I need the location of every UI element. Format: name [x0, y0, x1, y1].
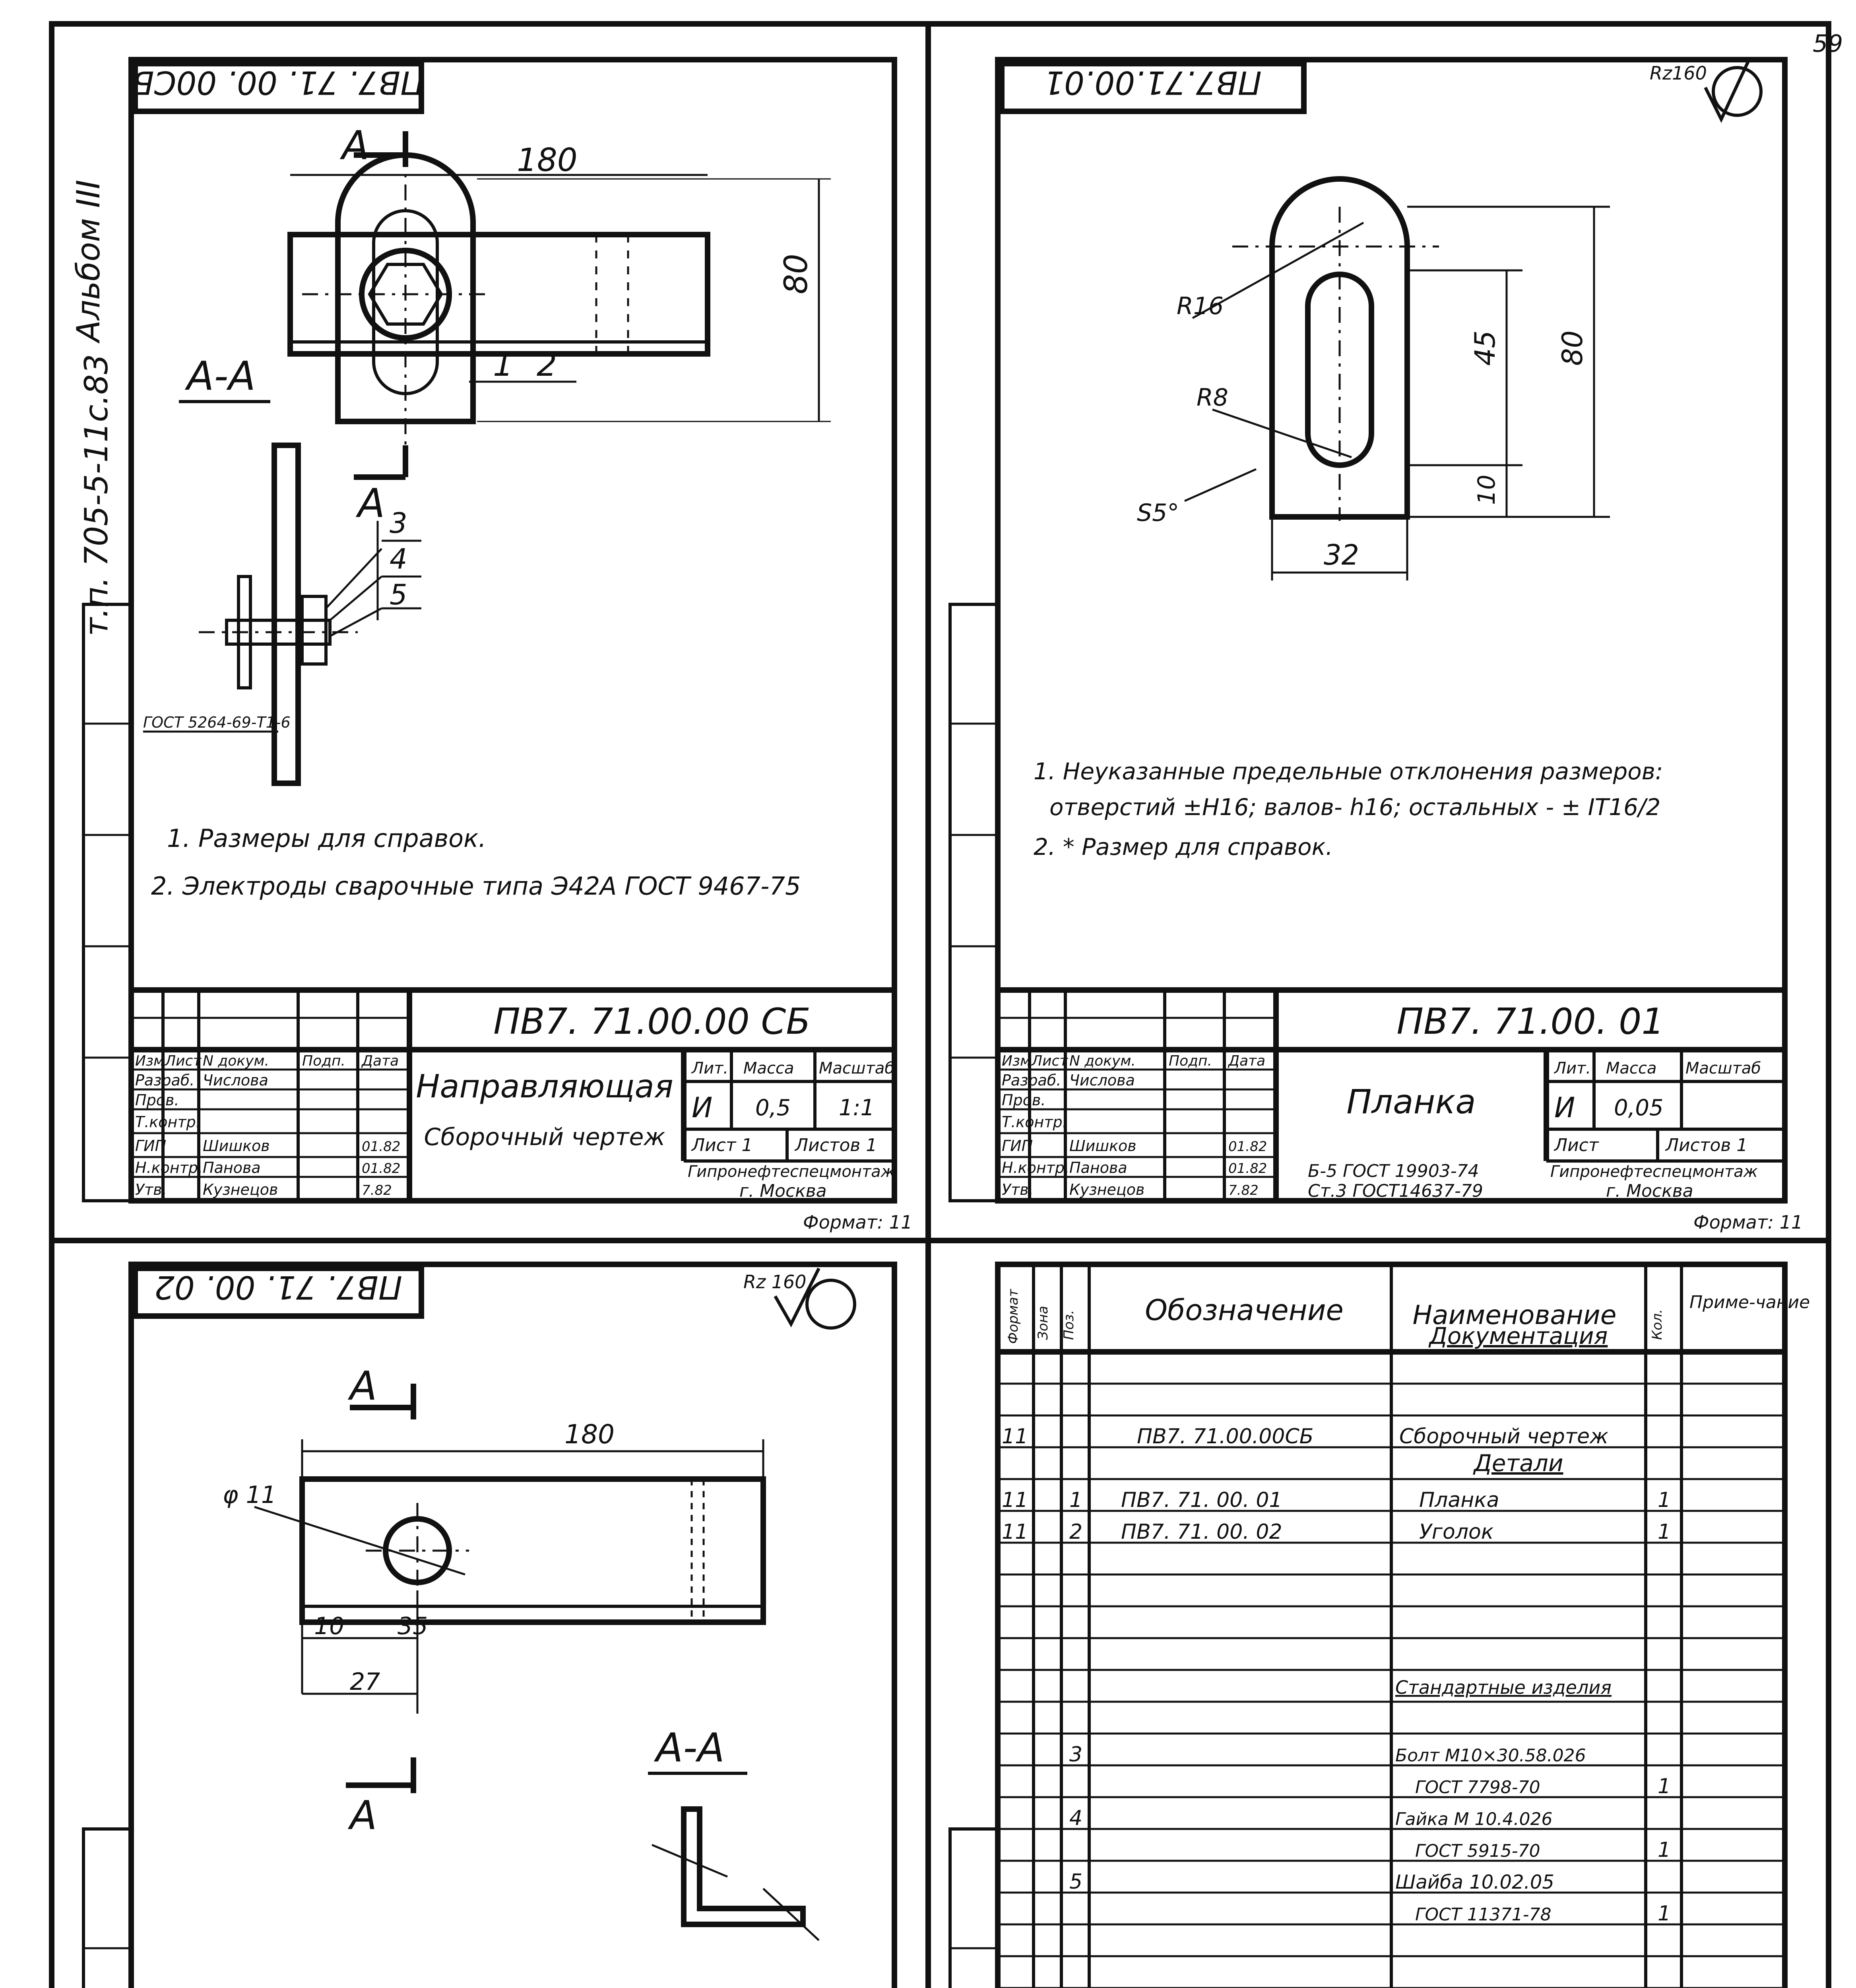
tb01-col-list: Лист	[1032, 1053, 1068, 1069]
side-stamp-02	[83, 1829, 131, 1988]
section-label-aa-02: А-А	[656, 1724, 725, 1771]
sheet-assembly	[83, 60, 912, 1233]
cut-mark-top-02: А	[350, 1363, 377, 1409]
mirror-code-01: ПВ7.71.00.01	[1044, 64, 1262, 101]
tb01-name: Планка	[1346, 1082, 1476, 1121]
tb-role-1: Пров.	[135, 1091, 179, 1109]
tb-code: ПВ7. 71.00.00 СБ	[493, 1001, 811, 1043]
spec-hdr-name: Наименование	[1412, 1300, 1617, 1330]
tb01-person-3: Шишков	[1069, 1137, 1136, 1155]
side-stamp-spec	[950, 1829, 998, 1988]
tb01-date-5: 7.82	[1228, 1182, 1259, 1198]
tb01-date-4: 01.82	[1228, 1161, 1267, 1176]
cut-mark-top: А	[342, 122, 369, 169]
tb01-role-5: Утв.	[1002, 1181, 1034, 1198]
tb01-hdr-lit: Лит.	[1554, 1059, 1591, 1077]
cut-mark-bottom-02: А	[350, 1792, 377, 1839]
tb-role-0: Разраб.	[135, 1072, 195, 1089]
dim-10-02: 10	[314, 1612, 345, 1640]
dim-27: 27	[350, 1668, 380, 1696]
planka-view	[1137, 179, 1610, 580]
spec-row-1-code: ПВ7. 71.00.00СБ	[1137, 1425, 1314, 1448]
spec-row-7-name: ГОСТ 7798-70	[1415, 1777, 1540, 1798]
section-label-aa: А-А	[187, 353, 256, 399]
spec-hdr-zone: Зона	[1035, 1306, 1051, 1340]
spec-row-3-code: ПВ7. 71. 00. 01	[1121, 1488, 1282, 1512]
tb01-col-izm: Изм	[1002, 1053, 1031, 1069]
tb-role-5: Утв.	[135, 1181, 167, 1198]
sheet-ugolok	[83, 1264, 912, 1988]
tb-city: г. Москва	[739, 1181, 827, 1201]
weld-gost-note: ГОСТ 5264-69-Т1-6	[143, 714, 291, 731]
spec-row-10-name: Шайба 10.02.05	[1395, 1871, 1554, 1893]
album-label: Альбом III	[70, 180, 107, 342]
title-block-planka	[998, 990, 1785, 1201]
tb-col-izm: Изм	[135, 1053, 165, 1069]
tb-date-5: 7.82	[362, 1182, 392, 1198]
dim-180: 180	[517, 142, 578, 179]
dim-10: 10	[1473, 474, 1501, 505]
spec-row-11-qty: 1	[1658, 1902, 1671, 1926]
dim-phi11: φ 11	[223, 1481, 276, 1509]
dim-r8: R8	[1197, 384, 1228, 412]
sb-note-2: 2. Электроды сварочные типа Э42А ГОСТ 9467-75	[151, 872, 801, 901]
tb01-city: г. Москва	[1606, 1181, 1693, 1201]
spec-row-6-pos: 3	[1069, 1743, 1083, 1767]
planka-note-3: 2. * Размер для справок.	[1034, 833, 1333, 860]
tb-person-5: Кузнецов	[203, 1181, 278, 1198]
tb-person-0: Числова	[203, 1072, 268, 1089]
spec-row-0-name: Документация	[1429, 1322, 1608, 1349]
roughness-01: Rz160	[1650, 62, 1707, 84]
spec-hdr-note: Приме-чание	[1689, 1292, 1810, 1312]
tb01-person-4: Панова	[1069, 1159, 1127, 1176]
tb-role-3: ГИП	[135, 1137, 167, 1155]
page-number: 59	[1813, 30, 1843, 58]
spec-row-6-name: Болт М10×30.58.026	[1395, 1745, 1586, 1766]
tb01-col-date: Дата	[1228, 1053, 1266, 1069]
tb-date-4: 01.82	[362, 1161, 401, 1176]
tb-col-ndoc: N докум.	[203, 1053, 269, 1069]
sheet-specification	[950, 1264, 1810, 1988]
dim-80-01: 80	[1556, 330, 1589, 366]
cut-mark-bottom: А	[358, 480, 385, 526]
tb01-role-4: Н.контр.	[1002, 1159, 1070, 1176]
spec-row-8-pos: 4	[1069, 1806, 1083, 1830]
tb-col-podp: Подп.	[302, 1053, 345, 1069]
tb-role-4: Н.контр.	[135, 1159, 203, 1176]
roughness-02: Rz 160	[743, 1271, 807, 1293]
tb01-code: ПВ7. 71.00. 01	[1396, 1001, 1664, 1043]
tb-sheet: Лист 1	[692, 1135, 753, 1155]
tb-col-list: Лист	[165, 1053, 202, 1069]
spec-table-header	[998, 1289, 1810, 1352]
tb-role-2: Т.контр.	[135, 1113, 201, 1131]
tb-hdr-scale: Масштаб	[819, 1059, 895, 1077]
callout-2: 2	[537, 346, 557, 383]
spec-row-3-qty: 1	[1658, 1488, 1671, 1512]
tb01-material-2: Ст.3 ГОСТ14637-79	[1308, 1181, 1483, 1201]
tb01-lit: И	[1554, 1091, 1575, 1124]
mirror-code: ПВ7. 71. 00. 00СБ	[132, 64, 425, 101]
callout-1: 1	[493, 346, 513, 383]
side-stamp-lines-02	[83, 1948, 131, 1988]
side-stamp	[83, 604, 131, 1201]
spec-row-3-fmt: 11	[1002, 1488, 1028, 1512]
dim-r16: R16	[1177, 292, 1224, 320]
tb01-person-0: Числова	[1069, 1072, 1135, 1089]
tb-scale: 1:1	[839, 1095, 875, 1121]
tb01-person-5: Кузнецов	[1069, 1181, 1145, 1198]
tb-org: Гипронефтеспецмонтаж	[688, 1163, 895, 1181]
tb01-org: Гипронефтеспецмонтаж	[1550, 1163, 1758, 1181]
spec-row-11-name: ГОСТ 11371-78	[1415, 1905, 1552, 1925]
sheet-planka	[950, 60, 1803, 1233]
tb-person-4: Панова	[203, 1159, 261, 1176]
tb-hdr-mass: Масса	[743, 1059, 794, 1077]
spec-row-4-name: Уголок	[1419, 1520, 1494, 1544]
planka-note-1: 1. Неуказанные предельные отклонения размеров:	[1034, 758, 1663, 785]
tb01-role-2: Т.контр.	[1002, 1113, 1067, 1131]
spec-hdr-pos: Поз.	[1061, 1310, 1077, 1340]
spec-row-8-name: Гайка М 10.4.026	[1395, 1809, 1553, 1829]
dim-35: 35	[398, 1612, 428, 1640]
spec-row-9-name: ГОСТ 5915-70	[1415, 1841, 1540, 1861]
dim-45: 45	[1469, 330, 1501, 366]
tb01-hdr-scale: Масштаб	[1685, 1059, 1761, 1077]
tb01-col-ndoc: N докум.	[1069, 1053, 1136, 1069]
mirror-code-02: ПВ7. 71. 00. 02	[154, 1269, 402, 1306]
tb01-sheet: Лист	[1554, 1135, 1599, 1155]
ugolok-view	[223, 1419, 763, 1714]
tb01-mass: 0,05	[1614, 1095, 1664, 1121]
frame-ugolok	[131, 1264, 894, 1988]
tb01-sheets: Листов 1	[1666, 1135, 1748, 1155]
callout-4: 4	[390, 543, 407, 575]
spec-rows	[1002, 1322, 1757, 1988]
title-block-assembly	[131, 990, 895, 1201]
tb-hdr-lit: Лит.	[692, 1059, 729, 1077]
frame-planka	[998, 60, 1785, 1201]
tb-col-date: Дата	[362, 1053, 399, 1069]
tb-subtitle: Сборочный чертеж	[424, 1123, 665, 1151]
spec-columns	[1034, 1264, 1681, 1988]
tb01-date-3: 01.82	[1228, 1139, 1267, 1155]
spec-hdr-format: Формат	[1005, 1289, 1021, 1344]
tb-date-3: 01.82	[362, 1139, 401, 1155]
spec-row-1-fmt: 11	[1002, 1425, 1028, 1448]
tb01-col-podp: Подп.	[1169, 1053, 1212, 1069]
spec-row-9-qty: 1	[1658, 1838, 1671, 1862]
spec-row-4-fmt: 11	[1002, 1520, 1028, 1544]
spec-row-4-qty: 1	[1658, 1520, 1671, 1544]
side-stamp-lines	[83, 724, 131, 1058]
tb-mass: 0,5	[755, 1095, 791, 1121]
dim-80: 80	[778, 254, 815, 294]
callout-5: 5	[390, 579, 407, 611]
spec-hdr-code: Обозначение	[1145, 1293, 1344, 1327]
spec-row-7-qty: 1	[1658, 1774, 1671, 1798]
tb01-role-0: Разраб.	[1002, 1072, 1061, 1089]
spec-row-2-name: Детали	[1474, 1450, 1563, 1477]
dim-32: 32	[1324, 539, 1360, 571]
tb-person-3: Шишков	[203, 1137, 270, 1155]
dim-s5: S5°	[1137, 499, 1179, 527]
side-stamp-lines-01	[950, 724, 998, 1058]
tb01-role-3: ГИП	[1002, 1137, 1033, 1155]
sb-note-1: 1. Размеры для справок.	[167, 824, 487, 853]
spec-row-3-pos: 1	[1069, 1488, 1083, 1512]
planka-note-2: отверстий ±Н16; валов- h16; остальных - ± IT16/2	[1049, 794, 1661, 821]
dim-180-02: 180	[564, 1419, 615, 1450]
project-ref-label: т.п. 705-5-11с.83	[78, 354, 115, 636]
spec-row-3-name: Планка	[1419, 1488, 1499, 1512]
spec-hdr-qty: Кол.	[1649, 1309, 1665, 1340]
side-stamp-01	[950, 604, 998, 1201]
tb-sheets: Листов 1	[795, 1135, 877, 1155]
tb01-hdr-mass: Масса	[1606, 1059, 1657, 1077]
side-stamp-lines-spec	[950, 1948, 998, 1988]
spec-row-10-pos: 5	[1069, 1870, 1083, 1894]
tb01-role-1: Пров.	[1002, 1091, 1046, 1109]
callout-3: 3	[390, 507, 407, 540]
tb01-material-1: Б-5 ГОСТ 19903-74	[1308, 1161, 1479, 1181]
tb-name: Направляющая	[416, 1068, 673, 1105]
spec-row-5-name: Стандартные изделия	[1395, 1677, 1612, 1698]
spec-row-1-name: Сборочный чертеж	[1399, 1425, 1608, 1448]
format-label-01: Формат: 11	[1693, 1211, 1803, 1233]
assembly-plan-view	[290, 142, 831, 449]
spec-row-4-pos: 2	[1069, 1520, 1083, 1544]
tb-lit: И	[692, 1091, 713, 1124]
spec-row-4-code: ПВ7. 71. 00. 02	[1121, 1520, 1282, 1544]
format-label-sb: Формат: 11	[803, 1211, 913, 1233]
